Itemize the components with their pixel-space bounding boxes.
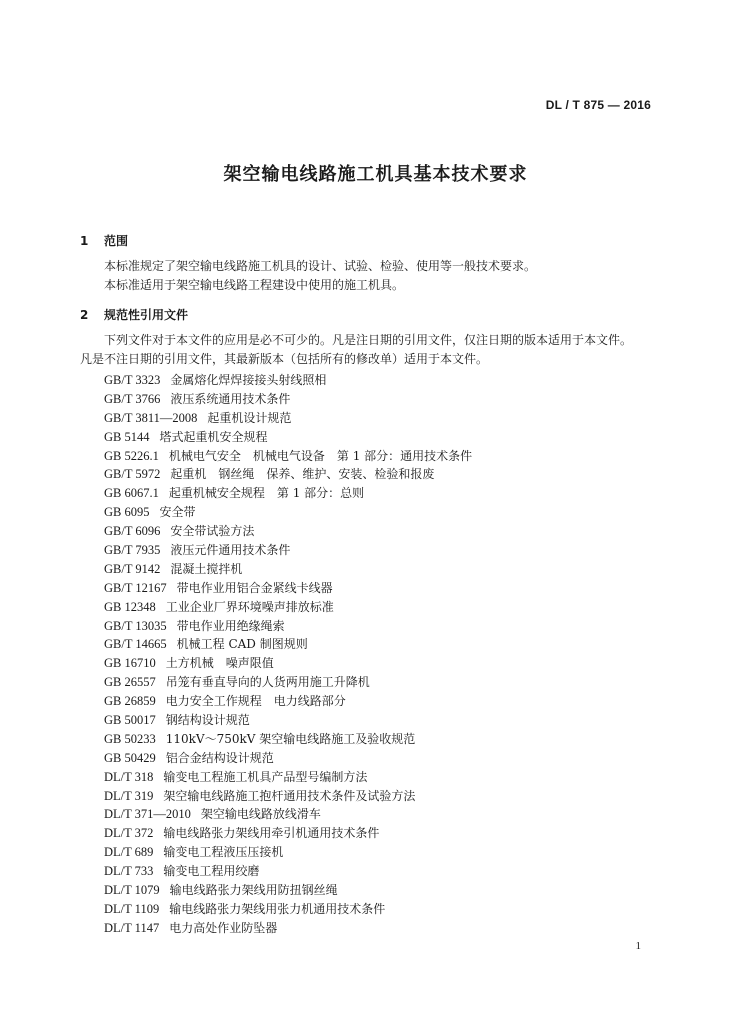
reference-title: 电力高处作业防坠器 — [169, 920, 278, 935]
paragraph: 本标准适用于架空输电线路工程建设中使用的施工机具。 — [104, 278, 405, 292]
reference-title: 110kV～750kV 架空输电线路施工及验收规范 — [165, 731, 416, 746]
reference-title: 起重机设计规范 — [207, 410, 292, 425]
reference-code: GB 26859 — [104, 694, 156, 709]
section-title: 范围 — [104, 234, 129, 248]
reference-item — [104, 409, 664, 428]
reference-item — [104, 371, 664, 390]
reference-title: 输变电工程液压压接机 — [163, 845, 284, 860]
reference-title: 铝合金结构设计规范 — [165, 750, 274, 765]
reference-code: GB 5144 — [104, 429, 150, 444]
reference-title: 输电线路张力架线用牵引机通用技术条件 — [163, 826, 380, 841]
reference-item — [104, 749, 664, 768]
reference-title: 安全带 — [159, 505, 196, 520]
reference-title: 吊笼有垂直导向的人货两用施工升降机 — [165, 675, 370, 690]
reference-item — [104, 787, 664, 806]
reference-title: 输电线路张力架线用张力机通用技术条件 — [169, 901, 386, 916]
reference-title: 安全带试验方法 — [170, 524, 255, 539]
reference-item — [104, 522, 664, 541]
reference-title: 带电作业用绝缘绳索 — [176, 618, 285, 633]
reference-item — [104, 843, 664, 862]
reference-title: 架空输电线路施工抱杆通用技术条件及试验方法 — [163, 788, 416, 803]
reference-item — [104, 465, 664, 484]
reference-title: 混凝土搅拌机 — [170, 561, 243, 576]
section-title: 规范性引用文件 — [104, 308, 189, 322]
reference-item — [104, 635, 664, 654]
reference-code: GB/T 3323 — [104, 373, 161, 387]
reference-title: 金属熔化焊焊接接头射线照相 — [170, 373, 327, 387]
reference-list — [104, 371, 664, 938]
reference-title: 输电线路张力架线用防扭钢丝绳 — [169, 883, 338, 898]
reference-item — [104, 484, 664, 503]
page-number: 1 — [635, 940, 641, 952]
section-scope-body — [80, 257, 670, 295]
reference-code: GB 6067.1 — [104, 486, 159, 501]
reference-code: DL/T 689 — [104, 845, 154, 860]
reference-item — [104, 692, 664, 711]
reference-item — [104, 824, 664, 843]
reference-title: 起重机 钢丝绳 保养、维护、安装、检验和报废 — [170, 467, 435, 482]
section-heading-scope — [80, 232, 128, 249]
reference-item — [104, 654, 664, 673]
reference-code: GB/T 6096 — [104, 524, 161, 539]
reference-title: 液压系统通用技术条件 — [170, 391, 291, 406]
reference-code: GB/T 14665 — [104, 637, 167, 652]
reference-item — [104, 541, 664, 560]
reference-code: DL/T 1109 — [104, 901, 160, 916]
document-title: 架空输电线路施工机具基本技术要求 — [223, 164, 528, 185]
reference-item — [104, 881, 664, 900]
reference-item — [104, 560, 664, 579]
reference-code: GB 50233 — [104, 731, 156, 746]
section-references-body — [80, 331, 680, 369]
reference-code: GB 5226.1 — [104, 448, 159, 463]
reference-code: DL/T 319 — [104, 788, 154, 803]
reference-item — [104, 730, 664, 749]
reference-item — [104, 919, 664, 938]
reference-item — [104, 900, 664, 919]
reference-code: GB/T 3811—2008 — [104, 410, 198, 425]
reference-code: DL/T 733 — [104, 864, 154, 879]
reference-item — [104, 503, 664, 522]
reference-code: DL/T 318 — [104, 769, 154, 784]
reference-code: GB/T 7935 — [104, 543, 161, 558]
standard-code-header: DL / T 875 — 2016 — [545, 98, 651, 112]
reference-title: 液压元件通用技术条件 — [170, 543, 291, 558]
reference-title: 土方机械 噪声限值 — [165, 656, 274, 671]
reference-title: 机械工程 CAD 制图规则 — [176, 637, 308, 652]
reference-title: 钢结构设计规范 — [165, 713, 250, 728]
reference-item — [104, 805, 664, 824]
reference-code: DL/T 372 — [104, 826, 154, 841]
reference-item — [104, 390, 664, 409]
reference-title: 起重机械安全规程 第 1 部分：总则 — [168, 486, 365, 501]
reference-title: 塔式起重机安全规程 — [159, 429, 268, 444]
reference-code: GB/T 3766 — [104, 391, 161, 406]
paragraph: 凡是不注日期的引用文件，其最新版本（包括所有的修改单）适用于本文件。 — [80, 352, 489, 366]
reference-code: DL/T 371—2010 — [104, 807, 191, 822]
reference-code: GB 6095 — [104, 505, 150, 520]
reference-code: GB 50429 — [104, 750, 156, 765]
reference-title: 工业企业厂界环境噪声排放标准 — [165, 599, 334, 614]
reference-item — [104, 579, 664, 598]
section-heading-normative-references — [80, 306, 188, 323]
reference-code: GB 12348 — [104, 599, 156, 614]
reference-item — [104, 598, 664, 617]
reference-title: 带电作业用铝合金紧线卡线器 — [176, 580, 333, 595]
reference-code: DL/T 1147 — [104, 920, 160, 935]
paragraph: 本标准规定了架空输电线路施工机具的设计、试验、检验、使用等一般技术要求。 — [104, 259, 537, 273]
reference-item — [104, 768, 664, 787]
reference-code: DL/T 1079 — [104, 883, 160, 898]
reference-code: GB 26557 — [104, 675, 156, 690]
reference-code: GB/T 5972 — [104, 467, 161, 482]
reference-title: 输变电工程施工机具产品型号编制方法 — [163, 769, 368, 784]
reference-code: GB/T 12167 — [104, 580, 167, 595]
reference-code: GB/T 9142 — [104, 561, 161, 576]
reference-item — [104, 428, 664, 447]
reference-title: 电力安全工作规程 电力线路部分 — [165, 694, 346, 709]
paragraph: 下列文件对于本文件的应用是必不可少的。凡是注日期的引用文件，仅注日期的版本适用于本文件。 — [104, 333, 633, 347]
reference-code: GB 16710 — [104, 656, 156, 671]
reference-item — [104, 617, 664, 636]
reference-code: GB/T 13035 — [104, 618, 167, 633]
reference-title: 机械电气安全 机械电气设备 第 1 部分：通用技术条件 — [168, 448, 473, 463]
section-number: 1 — [80, 234, 89, 248]
reference-item — [104, 447, 664, 466]
reference-item — [104, 862, 664, 881]
reference-code: GB 50017 — [104, 713, 156, 728]
reference-item — [104, 711, 664, 730]
section-number: 2 — [80, 308, 89, 322]
reference-title: 输变电工程用绞磨 — [163, 864, 260, 879]
reference-title: 架空输电线路放线滑车 — [200, 807, 321, 822]
reference-item — [104, 673, 664, 692]
